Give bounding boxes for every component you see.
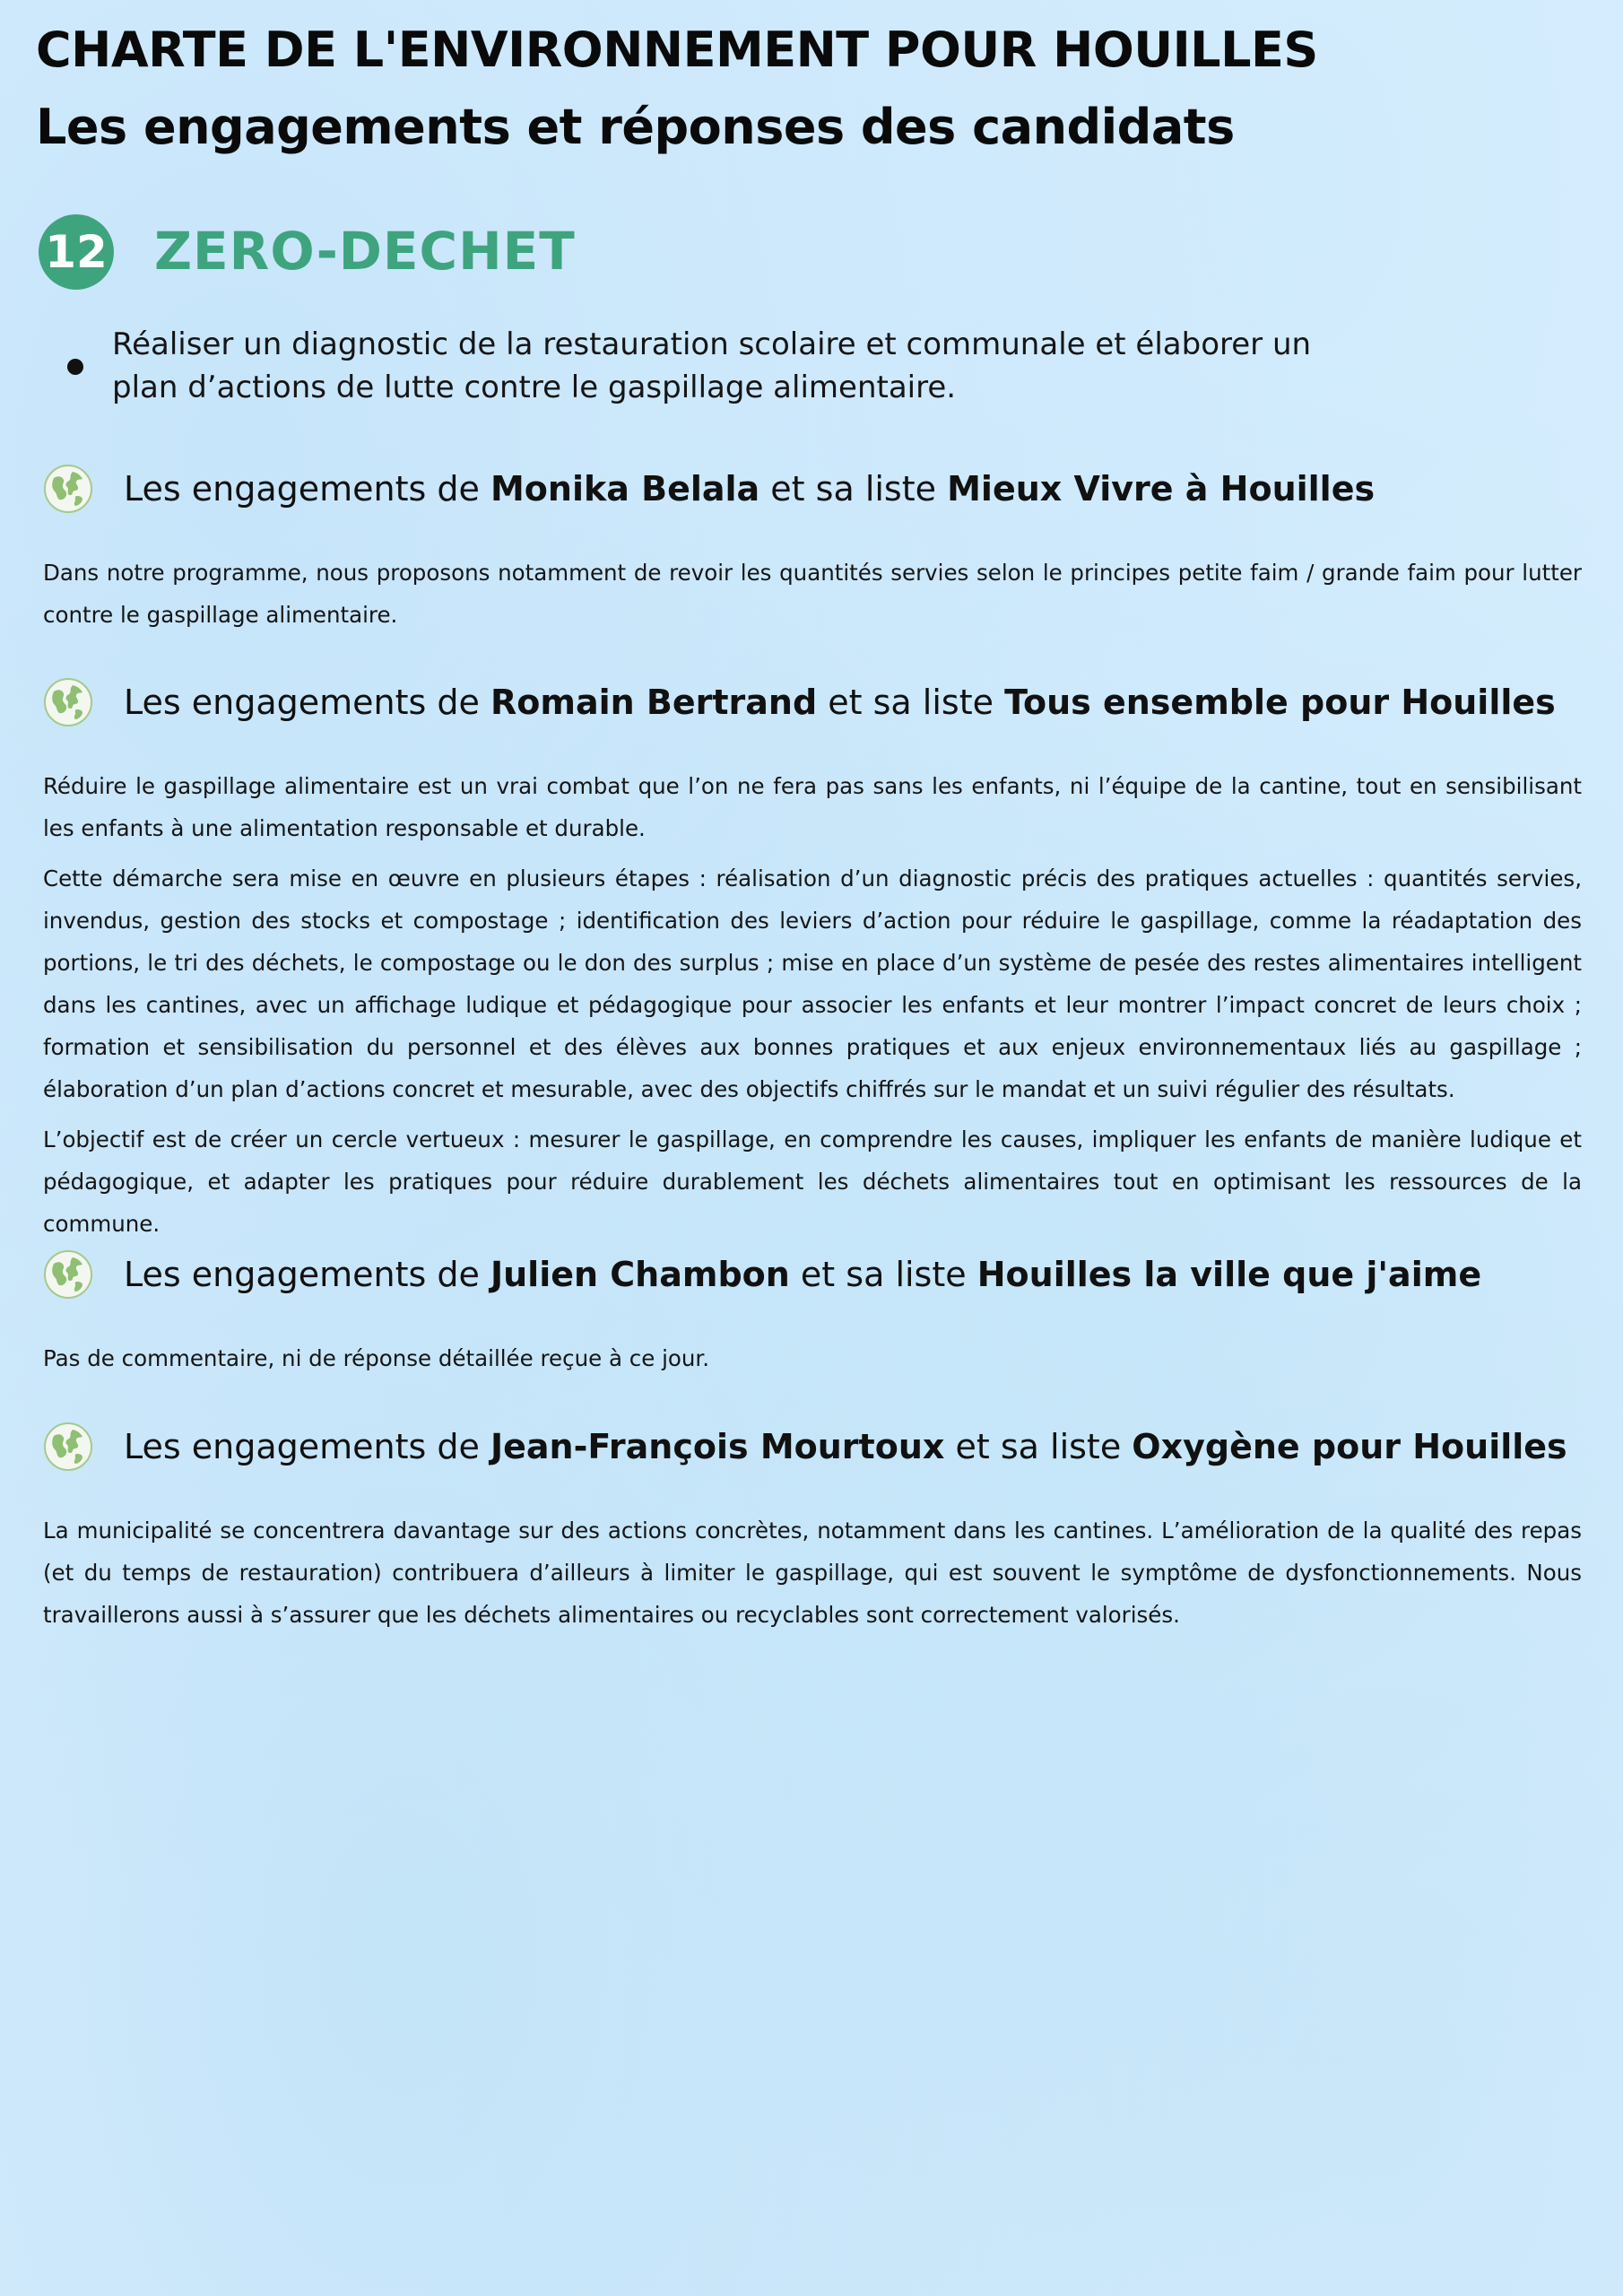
candidate-name: Jean-François Mourtoux: [490, 1427, 945, 1466]
candidate-response: [43, 1509, 1582, 1636]
candidate-heading: [43, 1420, 1582, 1474]
heading-middle: et sa liste: [828, 683, 994, 722]
heading-prefix: Les engagements de: [124, 469, 480, 509]
candidate-block-bertrand: [43, 675, 1582, 1253]
heading-prefix: Les engagements de: [124, 683, 480, 722]
section-title: ZERO-DECHET: [154, 221, 576, 282]
globe-icon: [43, 677, 93, 727]
globe-icon: [43, 464, 93, 514]
heading-middle: et sa liste: [955, 1427, 1122, 1466]
candidate-heading: [43, 675, 1582, 729]
document-subtitle: Les engagements et réponses des candidats: [36, 99, 1235, 155]
candidate-block-mourtoux: [43, 1420, 1582, 1644]
candidate-title: [124, 683, 1556, 722]
heading-middle: et sa liste: [800, 1255, 967, 1294]
response-paragraph: La municipalité se concentrera davantage sur des actions concrètes, notamment dans les cantines. L’amélioration de la qualité des repas (et du temps de restauration) contribuera d’ailleurs à limiter le gaspillage, qui est souvent le symptôme de dysfonctionnements. Nous travaillerons aussi à s’assurer que les déchets alimentaires ou recyclables sont correctement valorisés.: [43, 1518, 1582, 1628]
section-objective: [67, 323, 1323, 409]
list-name: Mieux Vivre à Houilles: [947, 469, 1376, 509]
candidate-response: [43, 1337, 1582, 1379]
candidate-title: [124, 1255, 1481, 1294]
globe-icon: [43, 1249, 93, 1300]
heading-prefix: Les engagements de: [124, 1255, 480, 1294]
globe-icon: [43, 1422, 93, 1472]
objective-text: Réaliser un diagnostic de la restauration scolaire et communale et élaborer un plan d’actions de lutte contre le gaspillage alimentaire.: [112, 326, 1312, 405]
candidate-title: [124, 1427, 1567, 1466]
response-paragraph: Dans notre programme, nous proposons notamment de revoir les quantités servies selon le principes petite faim / grande faim pour lutter contre le gaspillage alimentaire.: [43, 560, 1582, 628]
candidate-block-chambon: [43, 1248, 1582, 1387]
list-name: Houilles la ville que j'aime: [976, 1255, 1482, 1294]
list-name: Oxygène pour Houilles: [1132, 1427, 1567, 1466]
candidate-name: Julien Chambon: [490, 1255, 790, 1294]
candidate-response: [43, 552, 1582, 636]
candidate-name: Romain Bertrand: [490, 683, 818, 722]
response-paragraph: L’objectif est de créer un cercle vertueux : mesurer le gaspillage, en comprendre les causes, impliquer les enfants de manière ludique et pédagogique, et adapter les pratiques pour réduire durablement les déchets alimentaires tout en optimisant les ressources de la commune.: [43, 1126, 1582, 1237]
heading-prefix: Les engagements de: [124, 1427, 480, 1466]
response-paragraph: Cette démarche sera mise en œuvre en plusieurs étapes : réalisation d’un diagnostic précis des pratiques actuelles : quantités servies, invendus, gestion des stocks et compostage ; identification des leviers d’action pour réduire le gaspillage, comme la réadaptation des portions, le tri des déchets, le compostage ou le don des surplus ; mise en place d’un système de pesée des restes alimentaires intelligent dans les cantines, avec un affichage ludique et pédagogique pour associer les enfants et leur montrer l’impact concret de leurs choix ; formation et sensibilisation du personnel et des élèves aux bonnes pratiques et aux enjeux environnementaux liés au gaspillage ; élaboration d’un plan d’actions concret et mesurable, avec des objectifs chiffrés sur le mandat et un suivi régulier des résultats.: [43, 865, 1582, 1102]
candidate-response: [43, 765, 1582, 1245]
candidate-block-belala: [43, 462, 1582, 644]
heading-middle: et sa liste: [770, 469, 937, 509]
bullet-icon: [67, 359, 83, 375]
list-name: Tous ensemble pour Houilles: [1004, 683, 1556, 722]
response-paragraph: Réduire le gaspillage alimentaire est un vrai combat que l’on ne fera pas sans les enfants, ni l’équipe de la cantine, tout en sensibilisant les enfants à une alimentation responsable et durable.: [43, 773, 1582, 841]
response-paragraph: Pas de commentaire, ni de réponse détaillée reçue à ce jour.: [43, 1345, 710, 1371]
section-number-badge: 12: [39, 214, 114, 290]
candidate-heading: [43, 1248, 1582, 1301]
candidate-name: Monika Belala: [490, 469, 760, 509]
document-title: CHARTE DE L'ENVIRONNEMENT POUR HOUILLES: [36, 22, 1318, 78]
candidate-title: [124, 469, 1375, 509]
candidate-heading: [43, 462, 1582, 516]
